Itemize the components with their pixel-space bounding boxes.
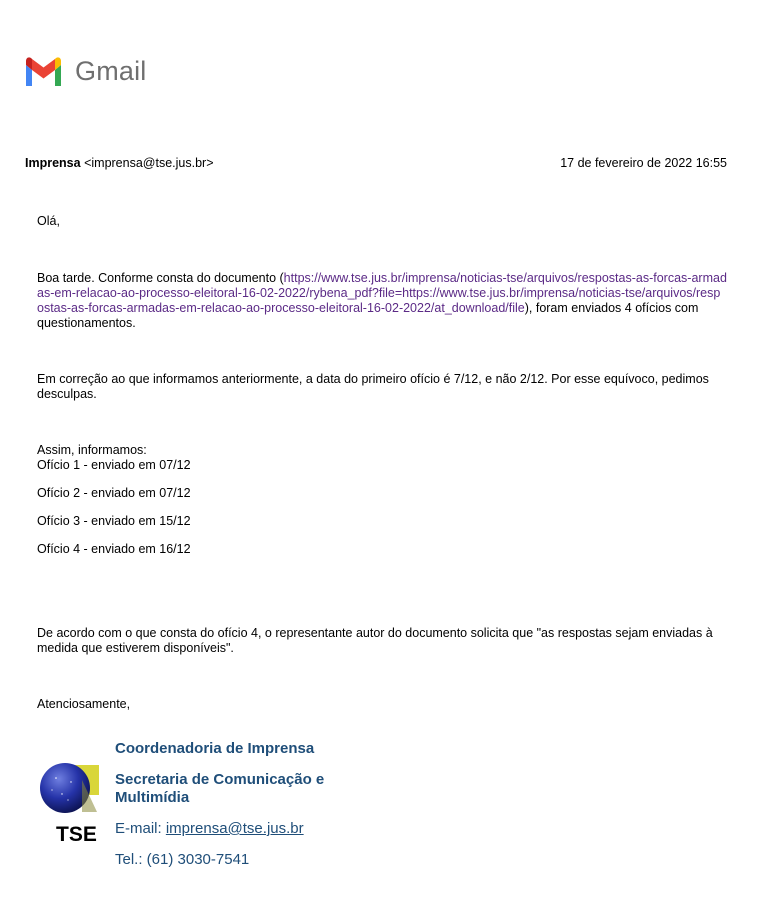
sender-name: Imprensa xyxy=(25,156,81,170)
paragraph-correction: Em correção ao que informamos anteriormente, a data do primeiro ofício é 7/12, e não 2/12. Por esse equívoco, pedimos desculpas. xyxy=(37,372,709,401)
list-item-oficio-3: Ofício 3 - enviado em 15/12 xyxy=(37,514,191,528)
signature-email-link[interactable]: imprensa@tse.jus.br xyxy=(165,820,304,837)
message-date: 17 de fevereiro de 2022 16:55 xyxy=(560,156,727,170)
signature-text xyxy=(115,740,415,869)
signature-email-label: E-mail: xyxy=(115,820,166,837)
signature-secretariat: Secretaria de Comunicação e Multimídia xyxy=(115,771,325,806)
tse-logo-icon xyxy=(38,760,102,844)
closing: Atenciosamente, xyxy=(37,697,131,711)
list-item-oficio-2: Ofício 2 - enviado em 07/12 xyxy=(37,486,191,500)
greeting: Olá, xyxy=(37,214,60,228)
gmail-m-icon xyxy=(23,55,64,87)
paragraph-document-text-before: Boa tarde. Conforme consta do documento ( xyxy=(37,271,284,285)
paragraph-intro: Assim, informamos: xyxy=(37,443,147,457)
gmail-logo xyxy=(23,55,147,87)
signature-department: Coordenadoria de Imprensa xyxy=(115,740,315,757)
paragraph-document xyxy=(37,271,727,331)
signature-email xyxy=(115,820,415,838)
paragraph-document-text-after: ), foram enviados 4 ofícios com questionamentos. xyxy=(37,301,699,330)
message-body xyxy=(37,214,727,712)
sender xyxy=(25,156,214,170)
tse-logo-text: TSE xyxy=(56,823,97,844)
signature-phone: Tel.: (61) 3030-7541 xyxy=(115,851,250,868)
gmail-logo-text: Gmail xyxy=(75,55,147,86)
message-header xyxy=(25,156,727,170)
list-item-oficio-1: Ofício 1 - enviado em 07/12 xyxy=(37,458,191,472)
list-item-oficio-4: Ofício 4 - enviado em 16/12 xyxy=(37,542,191,556)
sender-email: <imprensa@tse.jus.br> xyxy=(84,156,214,170)
document-link[interactable]: https://www.tse.jus.br/imprensa/noticias-tse/arquivos/respostas-as-forcas-armadas-em-relacao-ao-processo-eleitoral-16-02-2022/rybena_pdf?file=https://www.tse.jus.br/imprensa/noticias-tse/arquivos/respostas-as-forcas-armadas-em-relacao-ao-processo-eleitoral-16-02-2022/at_download/file xyxy=(37,271,727,315)
paragraph-request: De acordo com o que consta do ofício 4, o representante autor do documento solicita que "as respostas sejam enviadas à medida que estiverem disponíveis". xyxy=(37,626,713,655)
